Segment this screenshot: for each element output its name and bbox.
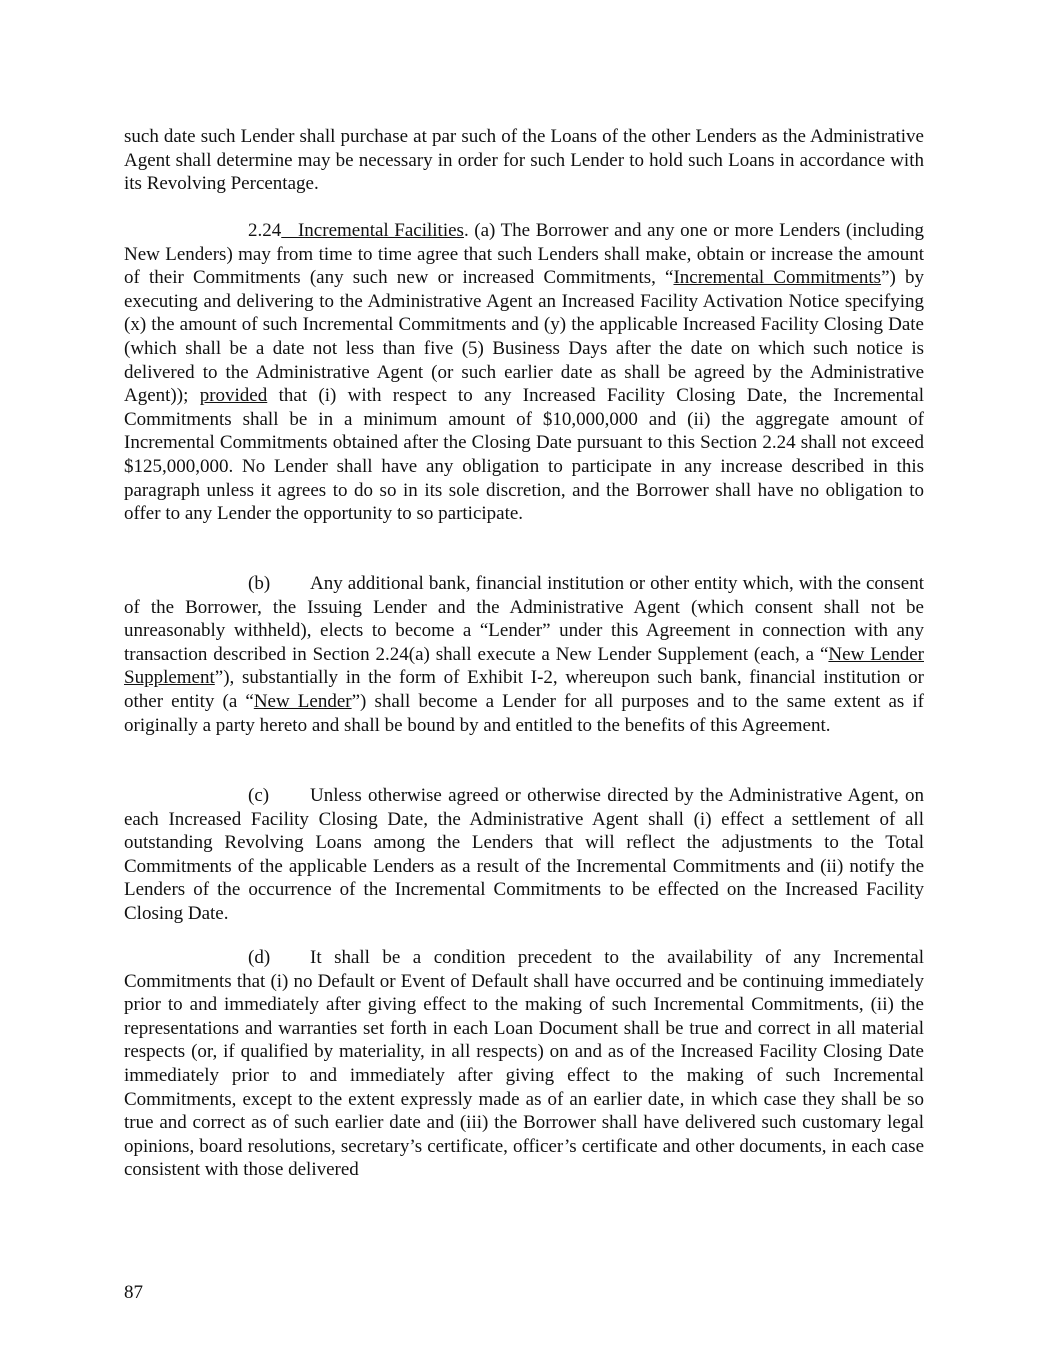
page-number: 87	[124, 1282, 143, 1303]
paragraph-b-text-3: ”) shall become a Lender for all purposes and to the same extent as if originally a party hereto and shall be bound by and entitled to the benefits of this Agreement.	[124, 690, 924, 736]
paragraph-continuation	[124, 125, 924, 196]
section-text-3: that (i) with respect to any Increased Facility Closing Date, the Incremental Commitments shall be in a minimum amount of $10,000,000 and (ii) the aggregate amount of Incremental Commitments obtained after the Closing Date pursuant to this Section 2.24 shall not exceed $125,000,000. No Lender shall have any obligation to participate in any increase described in this paragraph unless it agrees to do so in its sole discretion, and the Borrower shall have no obligation to offer to any Lender the opportunity to so participate.	[124, 385, 924, 525]
section-2-24-paragraph-a	[124, 219, 924, 526]
paragraph-b-label: (b)	[248, 573, 271, 594]
paragraph-d-text: It shall be a condition precedent to the availability of any Incremental Commitments that (i) no Default or Event of Default shall have occurred and be continuing immediately prior to and immediately after giving effect to the making of such Incremental Commitments, (ii) the representations and warranties set forth in each Loan Document shall be true and correct in all material respects (or, if qualified by materiality, in all respects) on and as of the Increased Facility Closing Date immediately prior to and immediately after giving effect to the making of such Incremental Commitments, except to the extent expressly made as of an earlier date, in which case they shall be so true and correct as of such earlier date and (iii) the Borrower shall have delivered such customary legal opinions, board resolutions, secretary’s certificate, officer’s certificate and other documents, in each case consistent with those delivered	[124, 947, 924, 1181]
paragraph-b	[124, 572, 924, 737]
proviso-term: provided	[199, 385, 268, 407]
section-number: 2.24	[248, 220, 282, 241]
paragraph-c-label: (c)	[248, 785, 270, 806]
paragraph-d-label: (d)	[248, 947, 271, 968]
paragraph-c-text: Unless otherwise agreed or otherwise directed by the Administrative Agent, on each Increased Facility Closing Date, the Administrative Agent shall (i) effect a settlement of all outstanding Revolving Loans among the Lenders that will reflect the adjustments to the Total Commitments of the applicable Lenders as a result of the Incremental Commitments and (ii) notify the Lenders of the occurrence of the Incremental Commitments to be effected on the Increased Facility Closing Date.	[124, 785, 924, 924]
section-heading-spacer	[281, 220, 298, 241]
defined-term-incremental-commitments: Incremental Commitments	[673, 267, 882, 289]
defined-term-new-lender-supplement: New Lender Supplement	[124, 643, 924, 689]
section-text-2: ”) by executing and delivering to the Administrative Agent an Increased Facility Activation Notice specifying (x) the amount of such Incremental Commitments and (y) the applicable Increased Facility Closing Date (which shall be a date not less than five (5) Business Days after the date on which such notice is delivered to the Administrative Agent (or such earlier date as shall be agreed by the Administrative Agent));	[124, 267, 924, 407]
section-text-1: . (a) The Borrower and any one or more Lenders (including New Lenders) may from time to time agree that such Lenders shall make, obtain or increase the amount of their Commitments (any such new or increased Commitments, “	[124, 220, 924, 289]
paragraph-d	[124, 946, 924, 1182]
defined-term-new-lender: New Lender	[253, 690, 352, 712]
paragraph-b-text-2: ”), substantially in the form of Exhibit I-2, whereupon such bank, financial institution or other entity (a “	[124, 667, 924, 712]
paragraph-c	[124, 784, 924, 926]
paragraph-b-text-1: Any additional bank, financial institution or other entity which, with the consent of the Borrower, the Issuing Lender and the Administrative Agent (which consent shall not be unreasonably withheld), elects to become a “Lender” under this Agreement in connection with any transaction described in Section 2.24(a) shall execute a New Lender Supplement (each, a “	[124, 573, 924, 665]
paragraph-continuation-text: such date such Lender shall purchase at par such of the Loans of the other Lenders as the Administrative Agent shall determine may be necessary in order for such Lender to hold such Loans in accordance with its Revolving Percentage.	[124, 126, 924, 195]
section-heading: Incremental Facilities	[297, 220, 464, 241]
